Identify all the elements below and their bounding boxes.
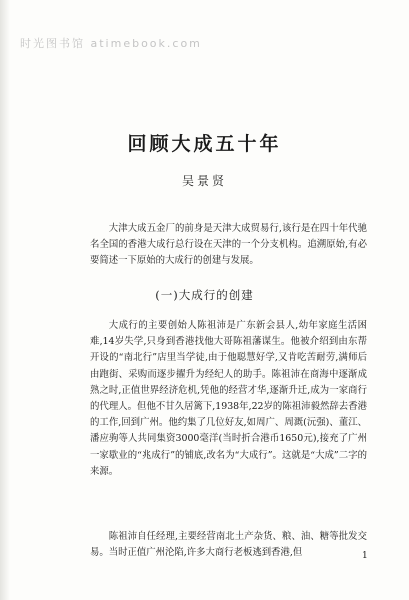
- intro-paragraph: 大津大成五金厂的前身是天津大成贸易行,该行是在四十年代驰名全国的香港大成行总行设在天津的一个分支机构。追溯原始,有必要简述一下原始的大成行的创建与发展。: [90, 223, 367, 267]
- page-number: 1: [362, 551, 368, 561]
- article-title: 回顾大成五十年: [127, 133, 282, 155]
- header-marks: [0, 0, 409, 16]
- body-paragraph: 大成行的主要创始人陈祖沛是广东新会县人,幼年家庭生活困难,14岁失学,只身到香港找他大哥陈祖藩谋生。他被介绍到由东帮开设的“南北行”店里当学徒,由于他聪慧好学,又肯吃苦耐劳,满师后由跑街、采购而逐步擢升为经纪人的助手。陈祖沛在商海中逐渐成熟之时,正值世界经济危机,凭他的经营才华,逐渐升迁,成为一家商行的代理人。但他不甘久居篱下,1938年,22岁的陈祖沛毅然辞去香港的工作,回到广州。他约集了几位好友,如周广、周溉(沅强)、董江、潘应驹等人共同集资3000毫洋(当时折合港币1650元),接充了广州一家歇业的“兆成行”的铺底,改名为“大成行”。这就是“大成”二字的来源。: [90, 320, 367, 477]
- watermark: 时光图书馆 atimebook.com: [20, 37, 202, 50]
- section-heading: (一)大成行的创建: [155, 288, 254, 302]
- body-paragraph-continued: 陈祖沛自任经理,主要经营南北土产杂货、粮、油、糖等批发交易。当时正值广州沦陷,许多大商行老板逃到香港,但: [90, 531, 367, 559]
- article-author: 吴景贤: [181, 174, 227, 188]
